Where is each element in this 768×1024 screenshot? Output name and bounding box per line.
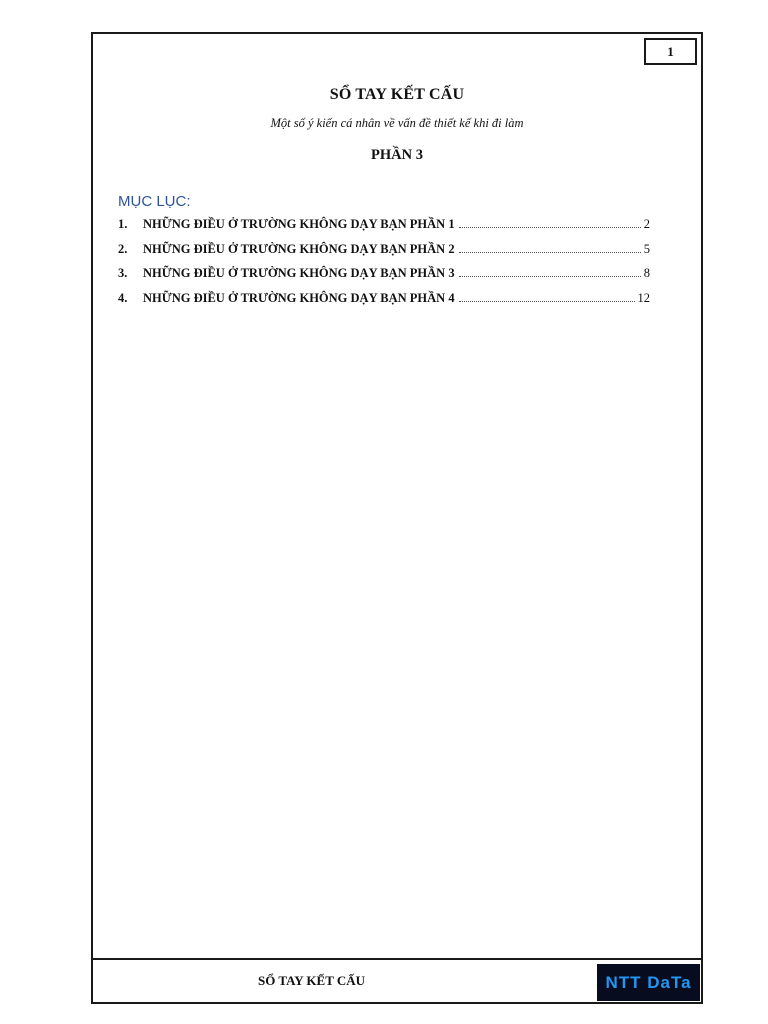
document-subtitle: Một số ý kiến cá nhân về vấn đề thiết kế khi đi làm — [270, 116, 524, 130]
ntt-data-logo: NTT DaTa — [597, 964, 700, 1001]
table-of-contents — [118, 217, 650, 315]
page-number-box: 1 — [644, 38, 697, 65]
toc-entry[interactable] — [118, 242, 650, 267]
page-border — [91, 32, 703, 1004]
document-title: SỔ TAY KẾT CẤU — [329, 86, 465, 103]
toc-entry-number: 2. — [118, 241, 128, 256]
toc-entry-page: 2 — [643, 217, 650, 231]
toc-dot-leader — [459, 227, 641, 228]
toc-entry-title: NHỮNG ĐIỀU Ở TRƯỜNG KHÔNG DẠY BẠN PHẦN 1 — [143, 217, 455, 231]
toc-dot-leader — [459, 301, 635, 302]
toc-dot-leader — [459, 276, 641, 277]
footer-title: SỔ TAY KẾT CẤU — [258, 973, 366, 988]
toc-dot-leader — [459, 252, 641, 253]
toc-entry[interactable] — [118, 217, 650, 242]
toc-entry-title: NHỮNG ĐIỀU Ở TRƯỜNG KHÔNG DẠY BẠN PHẦN 4 — [143, 290, 455, 305]
toc-entry-number: 3. — [118, 266, 128, 280]
toc-entry[interactable] — [118, 266, 650, 291]
toc-heading: MỤC LỤC: — [118, 193, 191, 210]
toc-entry[interactable] — [118, 291, 650, 316]
toc-entry-title: NHỮNG ĐIỀU Ở TRƯỜNG KHÔNG DẠY BẠN PHẦN 2 — [143, 241, 455, 256]
toc-entry-page: 5 — [643, 241, 650, 256]
toc-entry-page: 12 — [637, 290, 650, 305]
toc-entry-page: 8 — [643, 266, 650, 280]
part-title: PHẦN 3 — [371, 147, 423, 163]
toc-entry-number: 1. — [118, 217, 128, 231]
toc-entry-number: 4. — [118, 290, 128, 305]
toc-entry-title: NHỮNG ĐIỀU Ở TRƯỜNG KHÔNG DẠY BẠN PHẦN 3 — [143, 266, 455, 280]
